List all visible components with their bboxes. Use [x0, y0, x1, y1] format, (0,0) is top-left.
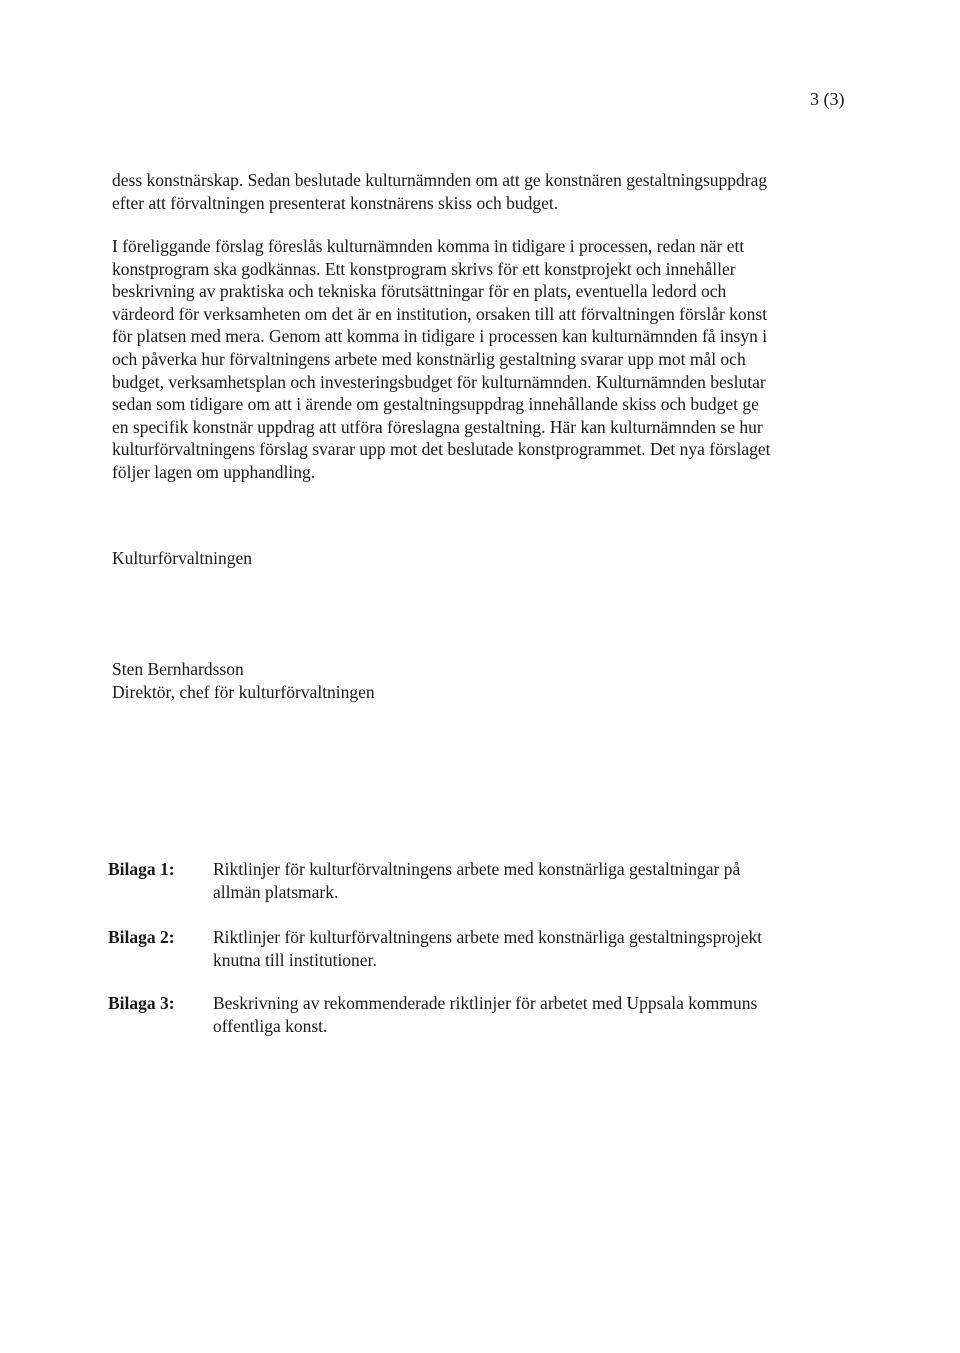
- signatory-title: Direktör, chef för kulturförvaltningen: [112, 682, 375, 702]
- page-number: 3 (3): [810, 89, 845, 109]
- attachment-label: Bilaga 3:: [108, 993, 175, 1013]
- signature-block: [112, 658, 375, 704]
- paragraph-line: I föreliggande förslag föreslås kulturnämnden komma in tidigare i processen, redan när ett: [112, 236, 745, 256]
- paragraph-line: beskrivning av praktiska och tekniska förutsättningar för en plats, eventuella ledord och: [112, 281, 727, 302]
- paragraph-line: kulturförvaltningens förslag svarar upp mot det beslutade konstprogrammet. Det nya förslaget: [112, 439, 771, 460]
- paragraph-line: och påverka hur förvaltningens arbete med konstnärlig gestaltning svarar upp mot mål och: [112, 348, 746, 369]
- paragraph-line: följer lagen om upphandling.: [112, 461, 316, 482]
- attachment-description: [213, 926, 833, 972]
- attachment-line: allmän platsmark.: [213, 882, 339, 902]
- attachment-line: Riktlinjer för kulturförvaltningens arbete med konstnärliga gestaltningar på: [213, 859, 741, 879]
- paragraph-line: efter att förvaltningen presenterat konstnärens skiss och budget.: [112, 192, 559, 213]
- organization-name: Kulturförvaltningen: [112, 548, 252, 568]
- attachment-label: Bilaga 1:: [108, 859, 175, 879]
- attachment-description: [213, 992, 833, 1038]
- paragraph-line: konstprogram ska godkännas. Ett konstprogram skrivs för ett konstprojekt och innehåller: [112, 258, 736, 279]
- paragraph-line: dess konstnärskap. Sedan beslutade kulturnämnden om att ge konstnären gestaltningsuppdrag: [112, 170, 768, 190]
- attachment-label: Bilaga 2:: [108, 927, 175, 947]
- attachment-line: knutna till institutioner.: [213, 950, 377, 970]
- signatory-name: Sten Bernhardsson: [112, 659, 244, 679]
- attachment-line: Riktlinjer för kulturförvaltningens arbete med konstnärliga gestaltningsprojekt: [213, 927, 763, 947]
- attachment-line: offentliga konst.: [213, 1016, 328, 1036]
- body-paragraph-2: [112, 235, 842, 484]
- attachment-line: Beskrivning av rekommenderade riktlinjer för arbetet med Uppsala kommuns: [213, 993, 758, 1013]
- paragraph-line: för platsen med mera. Genom att komma in tidigare i processen kan kulturnämnden få insyn i: [112, 326, 768, 347]
- body-paragraph-1: [112, 169, 842, 214]
- paragraph-line: sedan som tidigare om att i ärende om gestaltningsuppdrag innehållande skiss och budget ge: [112, 394, 759, 415]
- paragraph-line: en specifik konstnär uppdrag att utföra föreslagna gestaltning. Här kan kulturnämnden se hur: [112, 416, 763, 437]
- paragraph-line: budget, verksamhetsplan och investeringsbudget för kulturnämnden. Kulturnämnden beslutar: [112, 371, 766, 392]
- paragraph-line: värdeord för verksamheten om det är en institution, orsaken till att förvaltningen förslår konst: [112, 303, 768, 324]
- attachment-description: [213, 858, 833, 904]
